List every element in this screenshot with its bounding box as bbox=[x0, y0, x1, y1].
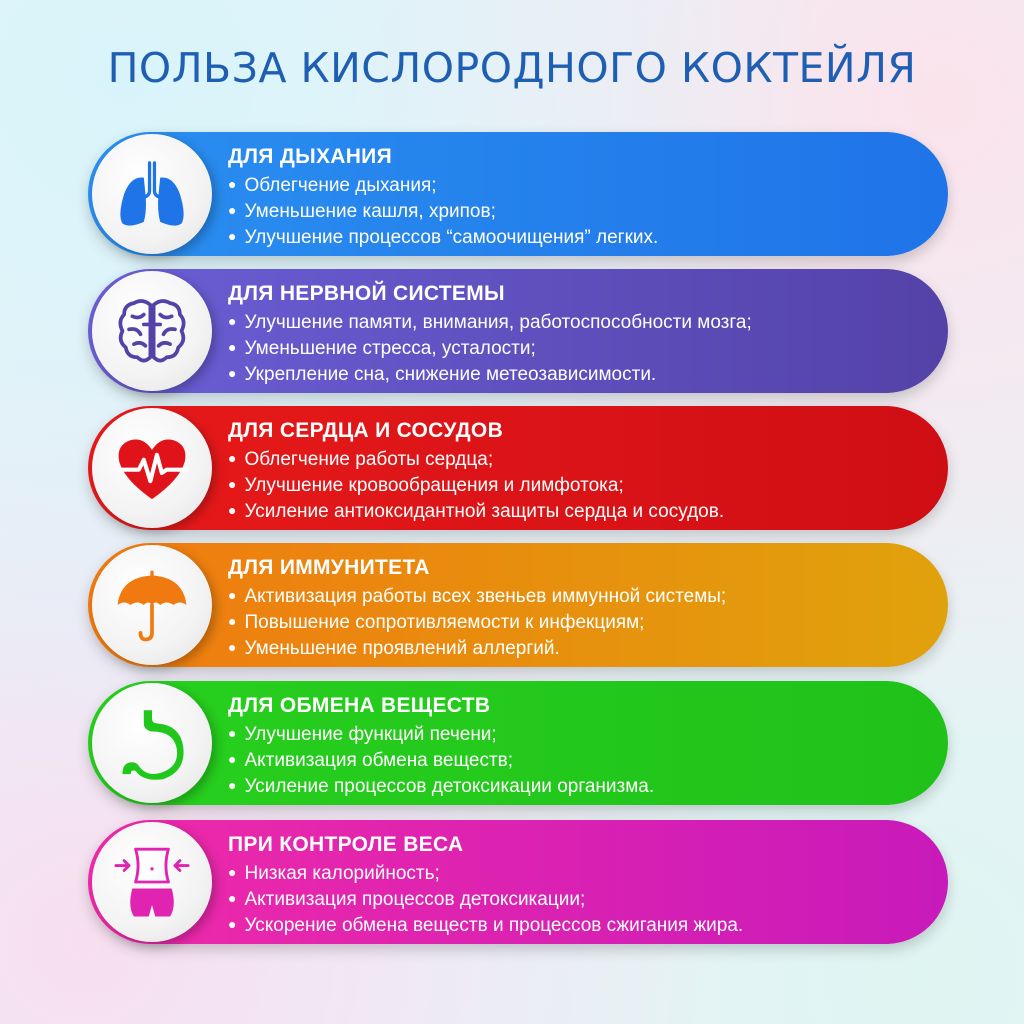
benefit-card-weight bbox=[88, 820, 948, 944]
card-item: ● Усиление антиоксидантной защиты сердца и сосудов. bbox=[228, 499, 918, 525]
card-item: ● Уменьшение стресса, усталости; bbox=[228, 336, 918, 362]
card-item: ● Активизация работы всех звеньев иммунной системы; bbox=[228, 584, 918, 610]
card-heading: ДЛЯ НЕРВНОЙ СИСТЕМЫ bbox=[228, 282, 505, 305]
card-heading: ДЛЯ ИММУНИТЕТА bbox=[228, 556, 430, 579]
card-heading: ДЛЯ ОБМЕНА ВЕЩЕСТВ bbox=[228, 694, 491, 717]
umbrella-icon bbox=[111, 564, 193, 646]
icon-circle bbox=[92, 271, 212, 391]
card-item: ● Улучшение кровообращения и лимфотока; bbox=[228, 473, 918, 499]
lungs-icon bbox=[111, 153, 193, 235]
card-item: ● Улучшение функций печени; bbox=[228, 722, 918, 748]
benefit-card-breathing bbox=[88, 132, 948, 256]
benefit-card-immunity bbox=[88, 543, 948, 667]
card-item: ● Укрепление сна, снижение метеозависимости. bbox=[228, 362, 918, 388]
card-item: ● Уменьшение кашля, хрипов; bbox=[228, 199, 918, 225]
benefit-card-nervous-system bbox=[88, 269, 948, 393]
card-item: ● Улучшение процессов “самоочищения” легких. bbox=[228, 225, 918, 251]
card-item: ● Активизация процессов детоксикации; bbox=[228, 887, 918, 913]
card-item: ● Облегчение работы сердца; bbox=[228, 447, 918, 473]
stomach-icon bbox=[111, 702, 193, 784]
heart-pulse-icon bbox=[111, 427, 193, 509]
card-item: ● Низкая калорийность; bbox=[228, 861, 918, 887]
card-item: ● Активизация обмена веществ; bbox=[228, 748, 918, 774]
icon-circle bbox=[92, 822, 212, 942]
card-item: ● Уменьшение проявлений аллергий. bbox=[228, 636, 918, 662]
card-heading: ДЛЯ ДЫХАНИЯ bbox=[228, 145, 392, 168]
card-heading: ПРИ КОНТРОЛЕ ВЕСА bbox=[228, 833, 464, 856]
waist-icon bbox=[111, 841, 193, 923]
brain-icon bbox=[111, 290, 193, 372]
card-item: ● Облегчение дыхания; bbox=[228, 173, 918, 199]
card-item: ● Ускорение обмена веществ и процессов сжигания жира. bbox=[228, 913, 918, 939]
card-item: ● Повышение сопротивляемости к инфекциям; bbox=[228, 610, 918, 636]
icon-circle bbox=[92, 134, 212, 254]
icon-circle bbox=[92, 545, 212, 665]
icon-circle bbox=[92, 408, 212, 528]
icon-circle bbox=[92, 683, 212, 803]
page-title: ПОЛЬЗА КИСЛОРОДНОГО КОКТЕЙЛЯ bbox=[107, 44, 917, 92]
card-item: ● Усиление процессов детоксикации организма. bbox=[228, 774, 918, 800]
card-heading: ДЛЯ СЕРДЦА И СОСУДОВ bbox=[228, 419, 504, 442]
benefit-card-metabolism bbox=[88, 681, 948, 805]
card-item: ● Улучшение памяти, внимания, работоспособности мозга; bbox=[228, 310, 918, 336]
benefit-card-heart bbox=[88, 406, 948, 530]
